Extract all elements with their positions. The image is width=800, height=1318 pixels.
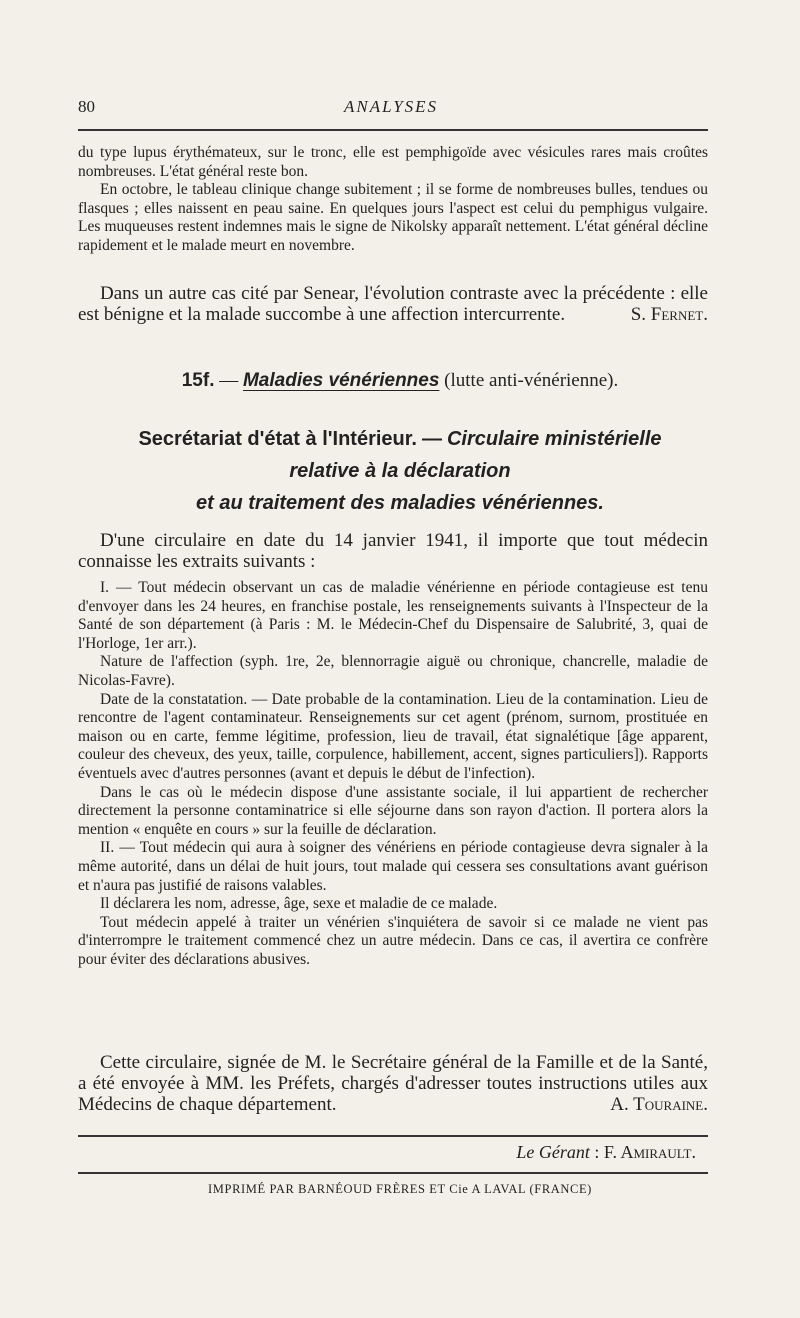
intro-paragraph <box>78 530 708 572</box>
paragraph: Tout médecin appelé à traiter un vénérien s'inquiétera de savoir si ce malade ne vient pas d'interrompre le traitement commencé chez un autre médecin. Dans ce cas, il avertira ce confrère pour éviter des déclarations abusives. <box>78 913 708 968</box>
article-title <box>0 423 800 519</box>
previous-analysis-conclusion <box>78 283 708 325</box>
title-lead: Secrétariat d'état à l'Intérieur. <box>138 428 417 450</box>
title-line-2: relative à la déclaration <box>289 460 511 482</box>
gerant-separator: : <box>594 1142 600 1162</box>
paragraph: En octobre, le tableau clinique change subitement ; il se forme de nombreuses bulles, tendues ou flasques ; elles naissent en peau saine. En quelques jours l'aspect est celui du pemphigus vulgaire. Les muqueuses restent indemnes mais le signe de Nikolsky apparaît nettement. L'état général décline rapidement et le malade meurt en novembre. <box>78 181 708 254</box>
paragraph: I. — Tout médecin observant un cas de maladie vénérienne en période contagieuse est tenu d'envoyer dans les 24 heures, en franchise postale, les renseignements suivants à l'Inspecteur de la Santé de son département (à Paris : M. le Médecin-Chef du Dispensaire de Salubrité, 3, quai de l'Horloge, 1er arr.). <box>78 579 708 652</box>
section-subtopic: (lutte anti-vénérienne). <box>444 370 619 391</box>
paragraph: Cette circulaire, signée de M. le Secrétaire général de la Famille et de la Santé, a été envoyée à MM. les Préfets, chargés d'adresser toutes instructions utiles aux Médecins de chaque département. <box>78 1052 708 1115</box>
paragraph: du type lupus érythémateux, sur le tronc, elle est pemphigoïde avec vésicules rares mais croûtes nombreuses. L'état général reste bon. <box>78 144 708 180</box>
paragraph: Dans le cas où le médecin dispose d'une assistante sociale, il lui appartient de rechercher directement la personne contaminatrice si elle séjourne dans son rayon d'action. Il portera alors la mention « enquête en cours » sur la feuille de déclaration. <box>78 783 708 838</box>
paragraph: Date de la constatation. — Date probable de la contamination. Lieu de la contamination. Lieu de rencontre de l'agent contaminateur. Renseignements sur cet agent (prénom, surnom, prostituée en maison ou en carte, femme légitime, profession, lieu de travail, état signalétique [âge apparent, couleur des cheveux, des yeux, taille, corpulence, habillement, accent, signes particuliers]). Rapports éventuels avec d'autres personnes (avant et depuis le début de l'infection). <box>78 690 708 782</box>
page-header <box>78 97 704 121</box>
author-signature: S. Fernet. <box>630 304 708 325</box>
footer-rule <box>78 1135 708 1137</box>
paragraph: II. — Tout médecin qui aura à soigner des vénériens en période contagieuse devra signaler à la même autorité, dans un délai de huit jours, tout malade qui cessera ses consultations avant guérison et n'aura pas justifié de raisons valables. <box>78 839 708 894</box>
paragraph: Nature de l'affection (syph. 1re, 2e, blennorragie aiguë ou chronique, chancrelle, maladie de Nicolas-Favre). <box>78 653 708 689</box>
author-signature: A. Touraine. <box>610 1094 708 1115</box>
paragraph: Dans un autre cas cité par Senear, l'évolution contraste avec la précédente : elle est bénigne et la malade succombe à une affection intercurrente. <box>78 283 708 325</box>
section-dash: — <box>219 370 239 391</box>
running-head: ANALYSES <box>343 97 439 116</box>
paragraph: Il déclarera les nom, adresse, âge, sexe et maladie de ce malade. <box>100 895 498 913</box>
section-number: 15f. <box>181 370 215 391</box>
title-dash: — <box>421 428 442 450</box>
gerant-name: F. Amirault. <box>603 1142 696 1162</box>
section-topic: Maladies vénériennes <box>242 370 440 391</box>
header-rule <box>78 129 708 131</box>
title-line-3: et au traitement des maladies vénériennes. <box>196 492 604 514</box>
printer-imprint: IMPRIMÉ PAR BARNÉOUD FRÈRES ET Cie A LAVAL (FRANCE) <box>208 1182 592 1196</box>
page-number: 80 <box>78 97 95 116</box>
paragraph: D'une circulaire en date du 14 janvier 1941, il importe que tout médecin connaisse les extraits suivants : <box>78 530 708 572</box>
circular-extracts <box>78 579 708 969</box>
previous-analysis-continuation <box>78 144 708 256</box>
title-line-1: Circulaire ministérielle <box>446 428 662 450</box>
conclusion-paragraph <box>78 1052 708 1115</box>
gerant-label: Le Gérant <box>516 1142 590 1162</box>
section-heading <box>0 370 800 392</box>
gerant-line <box>516 1142 696 1163</box>
footer-rule <box>78 1172 708 1174</box>
